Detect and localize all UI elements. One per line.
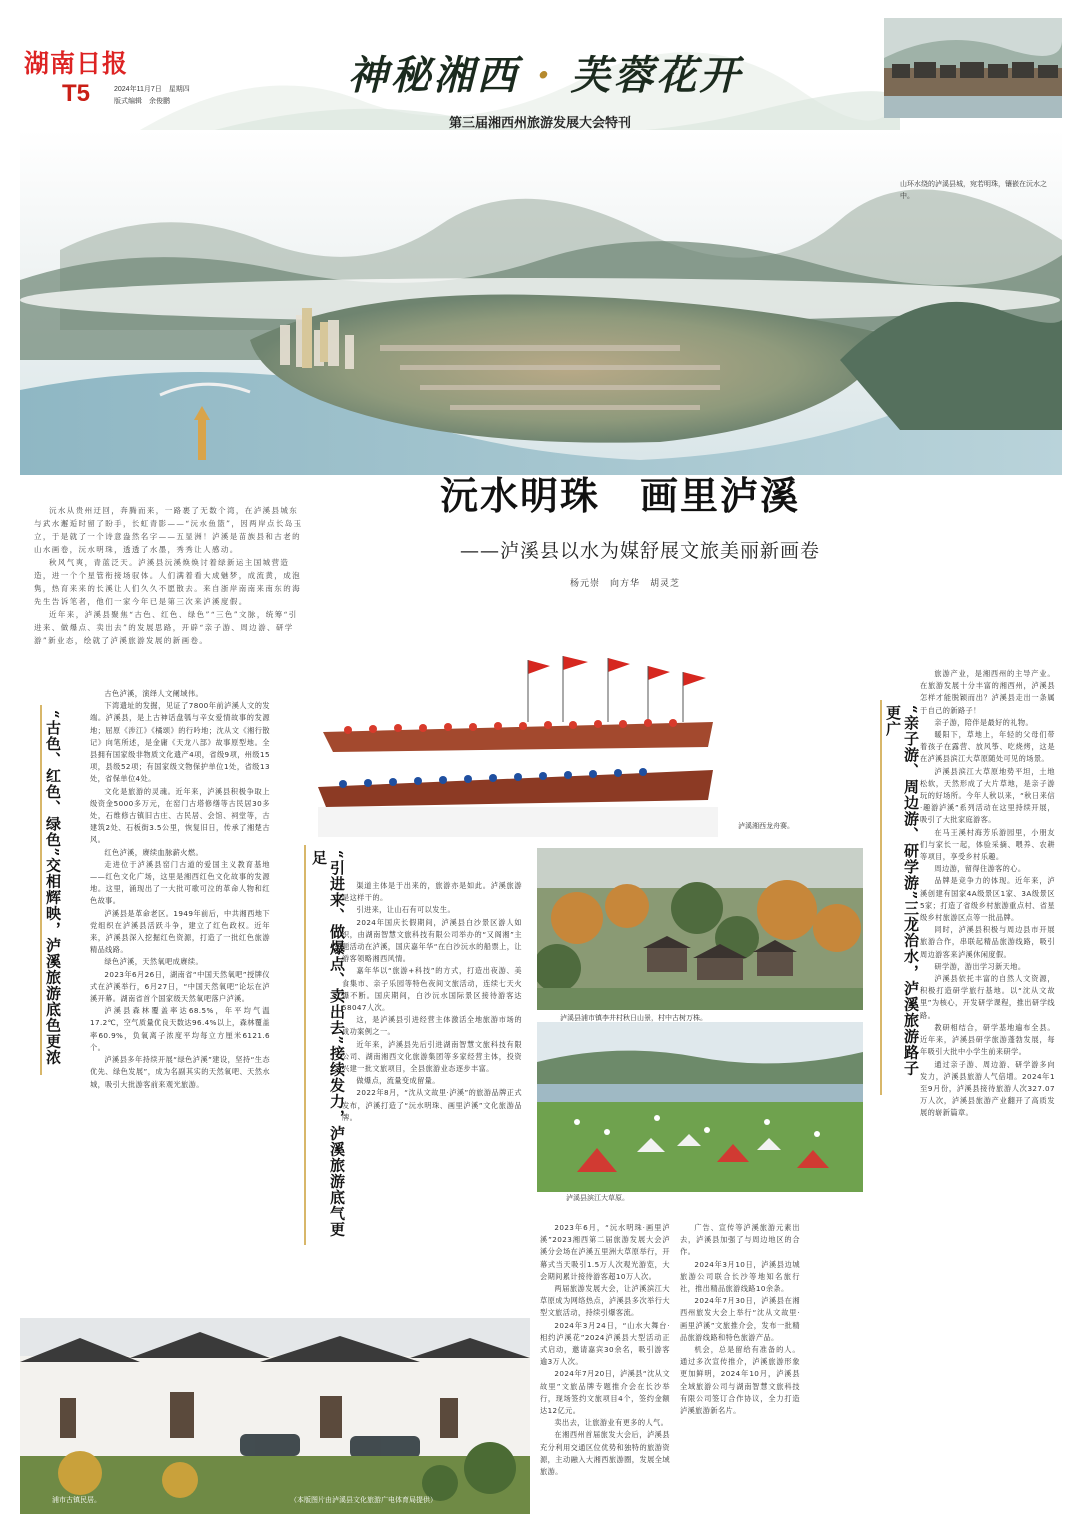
col5-paragraph: 亲子游，陪伴是最好的礼物。 bbox=[934, 717, 1034, 727]
lede-paragraph: 沅水从贵州迂回，奔腾而来，一路裹了无数个湾，在泸溪县城东与武水邂逅时留了盼手，长虹青影——“沅水鱼篮”，因两岸点长岛玉立，于是就了一个诗意盎然名字——五显洲！泸溪是苗族县和古老的山水画卷，沅水明珠，透透了水墨，秀秀让人感动。 bbox=[34, 506, 303, 554]
col2-paragraph: 嘉年华以“旅游+科技”的方式，打造出夜游、美食集市、亲子乐园等特色夜间文旅活动，连续七天火爆不断。国庆期间，白沙沅水国际景区接待游客达58047人次。 bbox=[342, 966, 522, 1013]
col2-paragraph: 近年来，泸溪县先后引进湖南智慧文旅科技有限公司、湖南湘西文化旅游集团等多家经营主体，投资兴建一批文旅项目，全县旅游业态逐步丰富。 bbox=[342, 1039, 522, 1074]
col2-paragraph: 2022年8月，“沈从文故里·泸溪”的旅游品牌正式发布，泸溪打造了“沅水明珠、画里泸溪”文化旅游品牌。 bbox=[342, 1088, 522, 1122]
courtyard-photo bbox=[20, 1318, 530, 1514]
column-3 bbox=[540, 1222, 670, 1478]
riverside-grassland-photo bbox=[537, 1022, 863, 1192]
newspaper-logo: 湖南日报 bbox=[24, 49, 129, 78]
col3-paragraph: 卖出去，让旅游业有更多的人气。 bbox=[554, 1418, 669, 1428]
column-1 bbox=[90, 688, 270, 1091]
col5-paragraph: 品牌是竞争力的体现。近年来，泸溪创建有国家4A级景区1家、3A级景区5家；打造了省级乡村旅游重点村、省星级乡村旅游区点等一批品牌。 bbox=[920, 876, 1055, 923]
courtyard-caption-left: 浦市古镇民居。 bbox=[52, 1496, 101, 1504]
col1-paragraph: 古色泸溪，演绎人文阑域伟。 bbox=[104, 689, 204, 698]
lede-paragraph: 秋风气爽，青蓝泛天。泸溪县沅溪焕焕讨着绿新运主国城营造造，进一个个星管衔接场驭体。人们满着看大成魅梦，成流黄，成泡隽，热育来来的长溪让人们久久不愿散去。来自浙岸南南来南东的海先生告诉笔者，他们一家今年已是第三次来泸溪度假。 bbox=[34, 558, 301, 606]
col1-paragraph: 2023年6月26日，湖南省“中国天然氧吧”授牌仪式在泸溪举行，6月27日，“中国天然氧吧”论坛在泸溪开幕。湖南省首个国家级天然氧吧落户泸溪。 bbox=[90, 969, 270, 1004]
supplement-title: 第三届湘西州旅游发展大会特刊 bbox=[448, 115, 631, 130]
courtyard-caption-right: （本版图片由泸溪县文化旅游广电体育局提供） bbox=[290, 1496, 437, 1504]
col3-paragraph: 在湘西州首届旅发大会后，泸溪县充分利用交通区位优势和独特的旅游资源，主动融入大湘西旅游圈，发展全域旅游。 bbox=[540, 1430, 670, 1477]
village-photo-top-right bbox=[884, 18, 1062, 118]
col4-paragraph: 广告、宣传等泸溪旅游元素出去，泸溪县加强了与周边地区的合作。 bbox=[680, 1223, 800, 1257]
col2-paragraph: 渠道主体是于出来的，旅游亦是如此。泸溪旅游是这样干的。 bbox=[342, 881, 522, 903]
col1-paragraph: 红色泸溪，赓续血脉薪火燃。 bbox=[104, 847, 204, 857]
col1-paragraph: 文化是旅游的灵魂。近年来，泸溪县积极争取上级资金5000多万元，在窑门古塔修缮等古民居30多处，石维修古镇旧古庄、古民居、会馆、祠堂等，古建筑2处、石板街3.5公里，恢复旧日，传承了湘楚古风。 bbox=[90, 786, 270, 845]
section-rule bbox=[304, 845, 306, 1245]
village-caption: 泸溪县浦市镇李井村秋日山景，村中古树万株。 bbox=[560, 1014, 707, 1022]
col1-paragraph: 泸溪县多年持续开展“绿色泸溪”建设，坚持“生态优先、绿色发展”，成为名副其实的天然氧吧、天然水城，吸引大批游客前来观光旅游。 bbox=[90, 1055, 270, 1089]
col1-paragraph: 泸溪县森林覆盖率达68.5%，年平均气温17.2℃，空气质量优良天数达96.4%以上，森林覆盖率60.9%，负氧离子浓度平均每立方厘米6121.6个。 bbox=[90, 1006, 270, 1052]
col2-paragraph: 这，是泸溪县引进经营主体激活全地旅游市场的成功案例之一。 bbox=[342, 1015, 522, 1037]
col3-paragraph: 2024年3月24日，“山水大舞台·相约泸溪花”2024泸溪县大型活动正式启动，邀请嘉宾30余名，吸引游客逾3万人次。 bbox=[540, 1320, 670, 1367]
col3-paragraph: 2024年7月20日，泸溪县“沈从文故里”文旅品牌专题推介会在长沙举行，现场签约文旅项目4个，签约金额达12亿元。 bbox=[540, 1369, 670, 1416]
section-heading-1: “古色、红色、绿色”交相辉映，泸溪旅游底色更浓 bbox=[44, 710, 62, 1066]
main-subheadline: ——泸溪县以水为媒舒展文旅美丽新画卷 bbox=[459, 540, 820, 562]
section-heading-3: “亲子游、周边游、研学游”三龙治水，泸溪旅游路子更广 bbox=[884, 705, 920, 1077]
article-authors: 杨元崇 向方华 胡灵芝 bbox=[570, 578, 681, 588]
column-2 bbox=[342, 880, 522, 1124]
dragon-boat-photo bbox=[318, 652, 718, 837]
calligraphy-separator: · bbox=[536, 52, 554, 99]
dragon-boat-caption: 泸溪湘西龙舟赛。 bbox=[738, 822, 794, 830]
col3-paragraph: 2023年6月，“沅水明珠·画里泸溪”2023湘西第二届旅游发展大会泸溪分会场在泸溪五里洲大草原举行，开幕式当天吸引1.5万人次观光游览，大会期间累计接待游客超10万人次。 bbox=[540, 1223, 670, 1281]
col5-paragraph: 同时，泸溪县积极与周边县市开展旅游合作，串联起精品旅游线路，吸引周边游客来泸溪休闲度假。 bbox=[920, 925, 1055, 959]
col5-paragraph: 泸溪县滨江大草原地势平坦，土地松软，天然形成了大片草地，是亲子游玩的好场所。今年人秋以来，“秋日来信·趣游泸溪”系列活动在这里持续开展，吸引了大批家庭游客。 bbox=[920, 766, 1055, 825]
hero-caption: 山环水绕的泸溪县城，宛若明珠，镶嵌在沅水之中。 bbox=[900, 180, 1047, 200]
col1-paragraph: 泸溪县是革命老区。1949年前后，中共湘西地下党组织在泸溪县活跃斗争，建立了红色政权。近年来，泸溪县深入挖掘红色资源，打造了一批红色旅游精品线路。 bbox=[90, 908, 270, 955]
calligraphy-left: 神秘湘西 bbox=[347, 52, 520, 99]
village-autumn-photo bbox=[537, 848, 863, 1010]
col4-paragraph: 机会，总是留给有准备的人。通过多次宣传推介，泸溪旅游形象更加鲜明，2024年10月，泸溪县全域旅游公司与湖南智慧文旅科技有限公司签订合作协议，全力打造泸溪旅游新名片。 bbox=[680, 1345, 800, 1416]
col4-paragraph: 2024年3月10日，泸溪县边城旅游公司联合长沙等地知名旅行社，推出精品旅游线路10余条。 bbox=[680, 1259, 800, 1294]
col5-paragraph: 旅游产业，是湘西州的主导产业。在旅游发展十分丰富的湘西州，泸溪县怎样才能脱颖而出？泸溪县走出一条属于自己的新路子！ bbox=[920, 669, 1055, 715]
section-heading-2: “引进来、做爆点、卖出去”接续发力，泸溪旅游底气更足 bbox=[310, 850, 346, 1238]
col1-paragraph: 走进位于泸溪县窑门古道的爱国主义教育基地——红色文化广场，这里是湘西红色文化故事的发源地。这里，涌现出了一大批可歌可泣的革命人物和红色故事。 bbox=[90, 859, 270, 906]
issue-date: 2024年11月7日 星期四 bbox=[114, 86, 190, 93]
col5-paragraph: 研学游，游出学习新天地。 bbox=[934, 961, 1026, 971]
grassland-caption: 泸溪县滨江大草原。 bbox=[566, 1194, 629, 1202]
page-number: T5 bbox=[62, 80, 91, 107]
column-5 bbox=[920, 668, 1055, 1120]
col1-paragraph: 绿色泸溪，天然氧吧成赓续。 bbox=[104, 957, 204, 967]
article-lede bbox=[34, 504, 304, 647]
col2-paragraph: 引进来，让山石有可以发生。 bbox=[356, 905, 456, 915]
col1-paragraph: 下湾遗址的发掘，见证了7800年前泸溪人文的发端。泸溪县，是上古神话盘瓠与辛女爱情故事的发源地；屈原《涉江》《橘颂》的行吟地；沈从文《湘行散记》向笔所述，是金庸《天龙八部》故事原型地。全县拥有国家级非物质文化遗产4项，省级9项，州级15项，县级52项；有国家级文物保护单位1处，省级13处，省保单位4处。 bbox=[90, 701, 270, 784]
col5-paragraph: 在马王溪村海芳乐游园里，小朋友们与家长一起，体验采摘、喂养、农耕等项目，享受乡村乐趣。 bbox=[920, 827, 1055, 862]
col5-paragraph: 教研相结合，研学基地遍布全县。近年来，泸溪县研学旅游蓬勃发展，每年吸引大批中小学生前来研学。 bbox=[920, 1022, 1055, 1057]
col5-paragraph: 周边游，留得住游客的心。 bbox=[934, 864, 1026, 874]
col3-paragraph: 两届旅游发展大会，让泸溪滨江大草原成为网络热点，泸溪县多次举行大型文旅活动，持续引爆客流。 bbox=[540, 1284, 670, 1318]
calligraphy-right: 芙蓉花开 bbox=[570, 52, 743, 99]
col2-paragraph: 2024年国庆长假期间，泸溪县白沙景区游人如织，由湖南智慧文旅科技有限公司举办的“又阁湘”主题活动在泸溪，国庆嘉年华“在白沙沅水的船票上，让游客领略湘西风情。 bbox=[342, 917, 522, 964]
banner-calligraphy bbox=[325, 44, 765, 101]
col5-paragraph: 通过亲子游、周边游、研学游多向发力，泸溪县旅游人气倍增。2024年1至9月份，泸溪县接待旅游人次327.07万人次，泸溪县旅游产业翻开了高质发展的崭新篇章。 bbox=[920, 1059, 1055, 1118]
lede-paragraph: 近年来，泸溪县聚焦“古色、红色、绿色”“三色”文脉，统筹“引进来、做爆点、卖出去”的发展思路，开辟“亲子游、周边游、研学游”新业态，绘就了泸溪旅游发展的新画卷。 bbox=[34, 610, 298, 645]
col2-paragraph: 做爆点，流量变成留量。 bbox=[356, 1076, 440, 1086]
section-rule bbox=[880, 700, 882, 1095]
column-4 bbox=[680, 1222, 800, 1417]
col4-paragraph: 2024年7月30日，泸溪县在湘西州旅发大会上举行“沈从文故里·画里泸溪”文旅推介会，发布一批精品旅游线路和特色旅游产品。 bbox=[680, 1296, 800, 1342]
section-rule bbox=[40, 705, 42, 1075]
col5-paragraph: 泸溪县依托丰富的自然人文资源，积极打造研学旅行基地。以“沈从文故里”为核心，开发研学课程，推出研学线路。 bbox=[920, 974, 1055, 1020]
main-headline: 沅水明珠 画里泸溪 bbox=[439, 473, 800, 518]
layout-editor: 版式编辑 余俊鹏 bbox=[114, 98, 170, 105]
col5-paragraph: 暖阳下，草地上，年轻的父母们带着孩子在露营、放风筝、吃烧烤，这是在泸溪县滨江大草原随处可见的场景。 bbox=[920, 730, 1055, 764]
